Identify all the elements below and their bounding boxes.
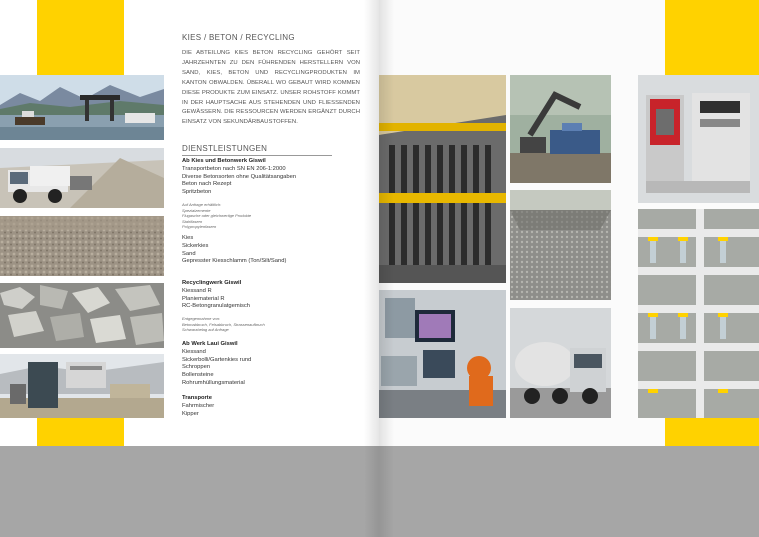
sludge-cake-photo [510,190,611,300]
right-page [379,0,759,446]
list-item: Rohrumhüllungsmaterial [182,379,245,386]
note-line: Auf Anfrage erhältlich: [182,201,222,207]
note-line: Stahlfasern [182,218,203,224]
control-room-photo [379,290,506,418]
list-item: Schroppen [182,364,211,371]
yellow-block-bottom-left [37,418,124,446]
section-title: Ab Kies und Betonwerk Giswil [182,158,266,164]
list-item: Spritzbeton [182,189,212,196]
section-title: Ab Werk Laui Giswil [182,341,238,347]
gravel-plant-building-photo [0,354,164,418]
section-title: Transporte [182,395,212,401]
services-title: DIENSTLEISTUNGEN [182,144,268,153]
list-item: Sand [182,250,196,257]
list-item: Sickerbolli/Gartenkies rund [182,356,252,363]
list-item: Bollensteine [182,372,214,379]
note-line: Flugasche oder gleichwertige Produkte [182,213,252,219]
list-item: Kies [182,234,194,241]
concrete-press-machine-photo [638,75,759,203]
note-line: Entgegennahme von: [182,316,221,322]
sprinkler-pipes-photo [638,209,759,418]
gravel-pile-photo [0,216,164,276]
note-line: Polypropylenfasern [182,224,217,230]
section-title: Recyclingwerk Giswil [182,280,242,286]
crushed-concrete-photo [0,283,164,348]
filter-press-photo [379,75,506,283]
lake-dredging-photo [0,75,164,140]
list-item: RC-Betongranulatgemisch [182,303,250,310]
section-recycling [182,280,360,333]
yellow-block-top-left [37,0,124,75]
list-item: Kipper [182,410,199,417]
section-transporte [182,395,360,418]
concrete-mixer-truck-photo [510,308,611,418]
list-item: Transportbeton nach SN EN 206-1:2000 [182,165,286,172]
excavator-crusher-photo [510,75,611,183]
left-page [0,0,379,446]
list-item: Beton nach Rezept [182,181,232,188]
note-line: Spezialzemente [182,207,211,213]
note-line: Schwarzbelag auf Anfrage [182,327,229,333]
list-item: Diverse Betonsorten ohne Qualitätsangaben [182,173,297,180]
page-heading: KIES / BETON / RECYCLING [182,33,295,42]
section-kies [182,158,360,266]
intro-paragraph: DIE ABTEILUNG KIES BETON RECYCLING GEHÖRT SEIT JAHRZEHNTEN ZU DEN FÜHRENDEN HERSTELLERN VON SAND, KIES, BETON UND RECYCLINGPRODUKTEN IM KANTON OBWALDEN. ÜBERALL WO GEBAUT WIRD KOMMEN DIESE PRODUKTE ZUM EINSATZ. UNSER ROHSTOFF KOMMT IN DER HAUPTSACHE AUS STEHENDEN UND FLIESSENDEN GEWÄSSERN. DIE RESSOURCEN WERDEN ERGÄNZT DURCH EINSATZ VON SEKUNDÄRBAUSTOFFEN. [182,50,360,126]
list-item: Fahrmischer [182,402,215,409]
dump-truck-gravel-photo [0,148,164,208]
list-item: Kiessand [182,348,206,355]
note-line: Betonabbruch, Felsabbruch, Strassenaufbruch [182,321,265,327]
yellow-block-bottom-right [665,418,759,446]
list-item: Sickerkies [182,242,209,249]
list-item: Planiematerial R [182,295,225,302]
section-laui [182,341,360,388]
yellow-block-top-right [665,0,759,75]
list-item: Gepresster Kiesschlamm (Ton/Silt/Sand) [182,258,287,265]
list-item: Kiessand R [182,287,212,294]
services-divider [182,155,332,156]
